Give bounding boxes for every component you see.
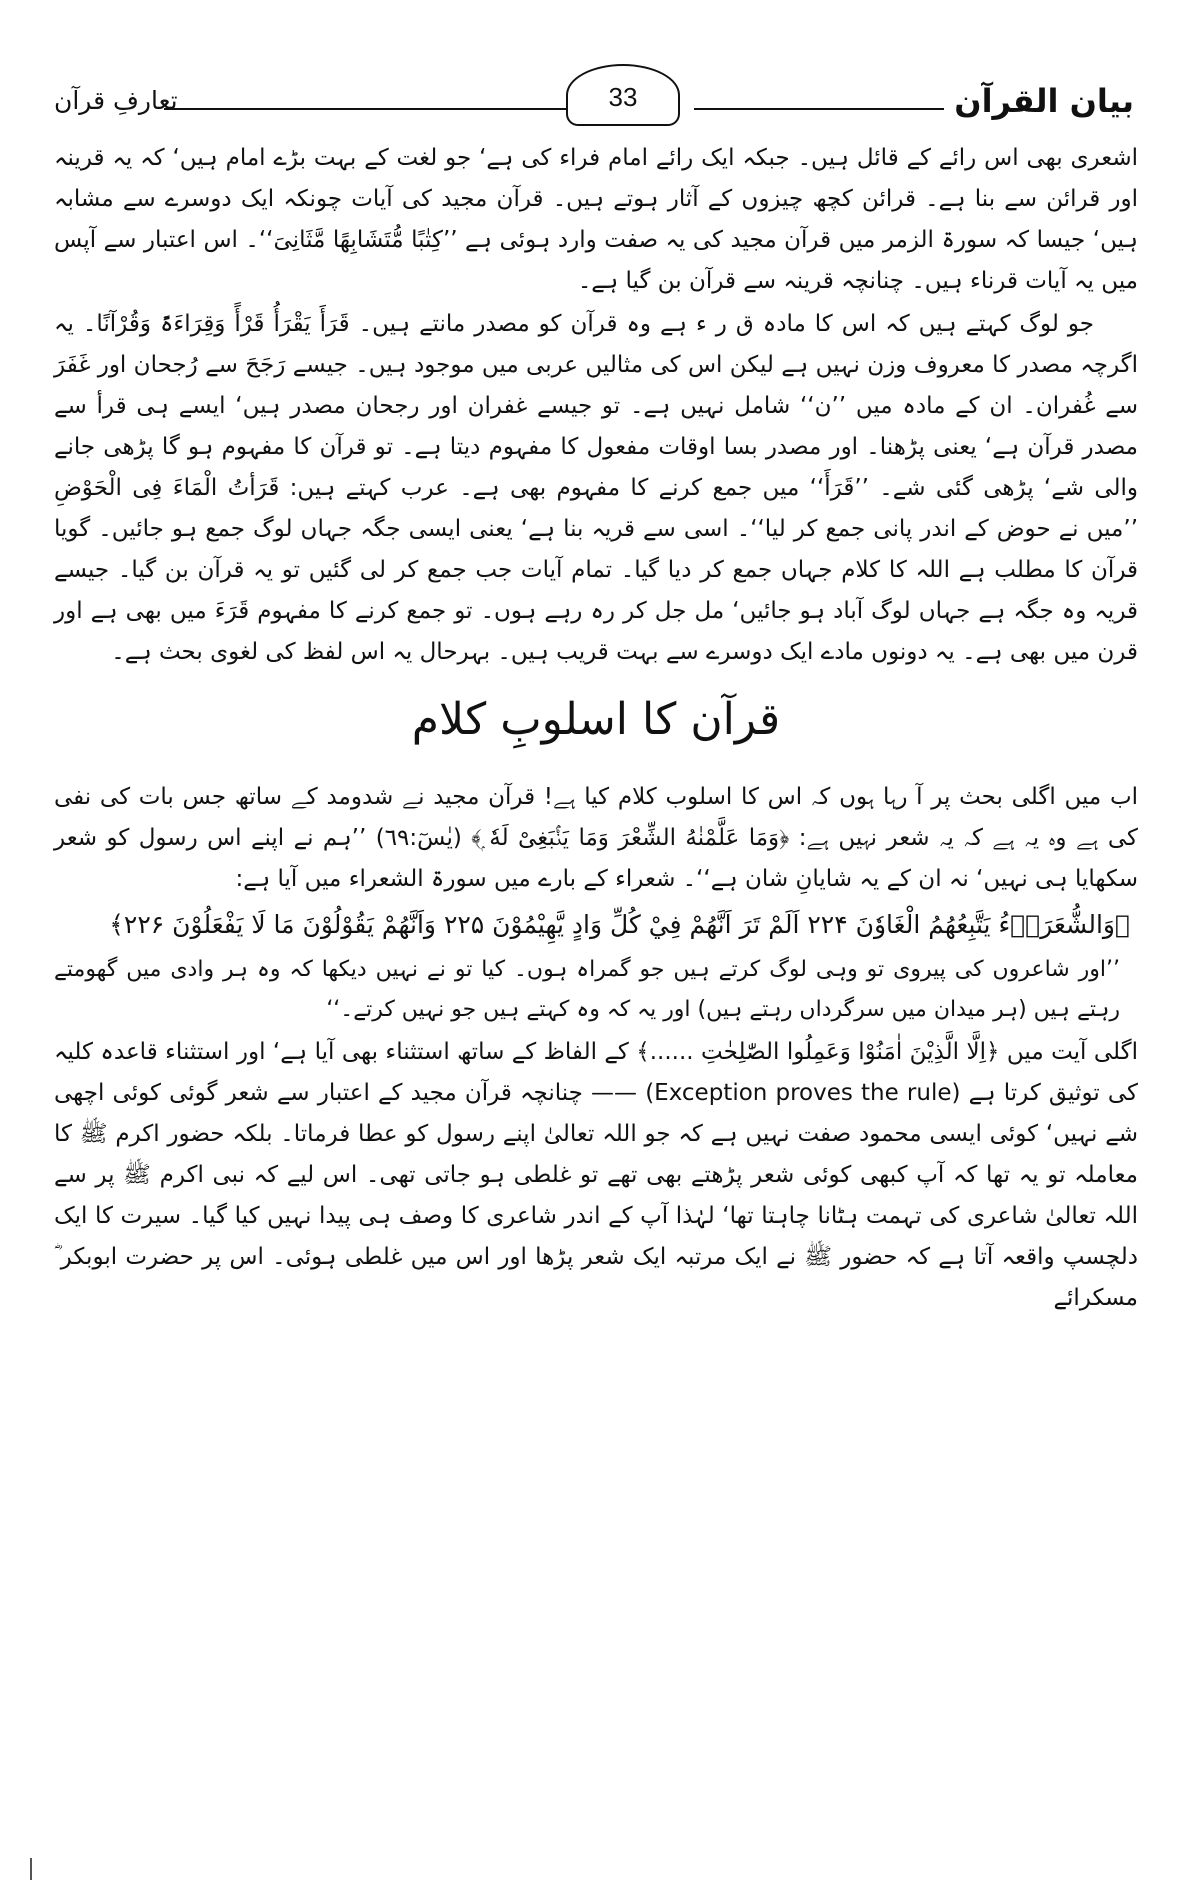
header-rule-left bbox=[164, 108, 609, 110]
verse-translation: ’’اور شاعروں کی پیروی تو وہی لوگ کرتے ہیں جو گمراہ ہوں۔ کیا تو نے نہیں دیکھا کہ وہ ہر وادی میں گھومتے رہتے ہیں (ہر میدان میں سرگرداں رہتے ہیں) اور یہ کہ وہ کہتے ہیں جو نہیں کرتے۔‘‘ bbox=[54, 957, 1120, 1022]
page-header bbox=[54, 50, 1134, 120]
paragraph-3: اب میں اگلی بحث پر آ رہا ہوں کہ اس کا اسلوب کلام کیا ہے! قرآن مجید نے شدومد کے ساتھ جس بات کی نفی کی ہے وہ یہ ہے کہ یہ شعر نہیں ہے: ﴿وَمَا عَلَّمْنٰهُ الشِّعْرَ وَمَا یَنْۢبَغِیْ لَهٗ ۭ﴾ (یٰسٓ:٦٩) ’’ہم نے اپنے اس رسول کو شعر سکھایا ہی نہیں‘ نہ ان کے یہ شایانِ شان ہے‘‘۔ شعراء کے بارے میں سورۃ الشعراء میں آیا ہے: bbox=[54, 784, 1138, 892]
quran-verse: ﴿وَالشُّعَرَاۗءُ يَتَّبِعُهُمُ الْغَاوٗنَ ۲۲۴ اَلَمْ تَرَ اَنَّهُمْ فِيْ كُلِّ وَادٍ يَّهِيْمُوْنَ ۲۲۵ وَاَنَّهُمْ يَقُوْلُوْنَ مَا لَا يَفْعَلُوْنَ ۲۲۶﴾ bbox=[109, 910, 1130, 939]
chapter-title: تعارفِ قرآن bbox=[54, 86, 178, 115]
paragraph-4: اگلی آیت میں ﴿اِلَّا الَّذِیْنَ اٰمَنُوْا وَعَمِلُوا الصّٰلِحٰتِ ......﴾ کے الفاظ کے ساتھ استثناء بھی آیا ہے‘ اور استثناء قاعدہ کلیہ کی توثیق کرتا ہے (Exception proves the rule) —— چنانچہ قرآن مجید کے اعتبار سے شعر گوئی کوئی اچھی شے نہیں‘ کوئی ایسی محمود صفت نہیں ہے کہ جو اللہ تعالیٰ اپنے رسول کو عطا فرماتا۔ بلکہ حضور اکرم ﷺ کا معاملہ تو یہ تھا کہ آپ کبھی کوئی شعر پڑھتے بھی تھے تو غلطی ہو جاتی تھی۔ اس لیے کہ نبی اکرم ﷺ پر سے اللہ تعالیٰ شاعری کی تہمت ہٹانا چاہتا تھا‘ لہٰذا آپ کے اندر شاعری کا وصف ہی پیدا نہیں کیا گیا۔ سیرت کا ایک دلچسپ واقعہ آتا ہے کہ حضور ﷺ نے ایک مرتبہ ایک شعر پڑھا اور اس میں غلطی ہوئی۔ اس پر حضرت ابوبکر ؓ مسکرائے bbox=[54, 1039, 1138, 1311]
margin-mark bbox=[30, 1858, 32, 1880]
section-heading: قرآن کا اسلوبِ کلام bbox=[411, 694, 781, 745]
book-title: بیان القرآن bbox=[954, 82, 1134, 120]
paragraph-2: جو لوگ کہتے ہیں کہ اس کا مادہ ق ر ء ہے وہ قرآن کو مصدر مانتے ہیں۔ قَرَأَ یَقْرَأُ قَرْأً وَقِرَاءَۃً وَقُرْآنًا۔ یہ اگرچہ مصدر کا معروف وزن نہیں ہے لیکن اس کی مثالیں عربی میں موجود ہیں۔ جیسے رَجَحَ سے رُجحان اور غَفَرَ سے غُفران۔ ان کے مادہ میں ’’ن‘‘ شامل نہیں ہے۔ تو جیسے غفران اور رجحان مصدر ہیں‘ ایسے ہی قرأ سے مصدر قرآن ہے‘ یعنی پڑھنا۔ اور مصدر بسا اوقات مفعول کا مفہوم دیتا ہے۔ تو قرآن کا مفہوم ہو گا پڑھی جانے والی شے‘ پڑھی گئی شے۔ ’’قَرَأَ‘‘ میں جمع کرنے کا مفہوم بھی ہے۔ عرب کہتے ہیں: قَرَأتُ الْمَاءَ فِی الْحَوْضِ ’’میں نے حوض کے اندر پانی جمع کر لیا‘‘۔ اسی سے قریہ بنا ہے‘ یعنی ایسی جگہ جہاں لوگ جمع ہو جائیں۔ گویا قرآن کا مطلب ہے اللہ کا کلام جہاں جمع کر دیا گیا۔ تمام آیات جب جمع کر لی گئیں تو یہ قرآن بن گیا۔ جیسے قریہ وہ جگہ ہے جہاں لوگ آباد ہو جائیں‘ مل جل کر رہ رہے ہوں۔ تو جمع کرنے کا مفہوم قَرَءَ میں بھی ہے اور قرن میں بھی ہے۔ یہ دونوں مادے ایک دوسرے سے بہت قریب ہیں۔ بہرحال یہ اس لفظ کی لغوی بحث ہے۔ bbox=[54, 311, 1138, 665]
header-rule-right bbox=[694, 108, 944, 110]
paragraph-1: اشعری بھی اس رائے کے قائل ہیں۔ جبکہ ایک رائے امام فراء کی ہے‘ جو لغت کے بہت بڑے امام ہیں‘ کہ یہ قرینہ اور قرائن سے بنا ہے۔ قرائن کچھ چیزوں کے آثار ہوتے ہیں۔ قرآن مجید کی آیات چونکہ ایک دوسرے سے مشابہ ہیں‘ جیسا کہ سورۃ الزمر میں قرآن مجید کی یہ صفت وارد ہوئی ہے ’’کِتٰبًا مُّتَشَابِھًا مَّثَانِیَ‘‘۔ اس اعتبار سے آپس میں یہ آیات قرناء ہیں۔ چنانچہ قرینہ سے قرآن بن گیا ہے۔ bbox=[54, 145, 1138, 294]
page-body bbox=[54, 138, 1138, 1321]
page-number: 33 bbox=[566, 64, 680, 126]
